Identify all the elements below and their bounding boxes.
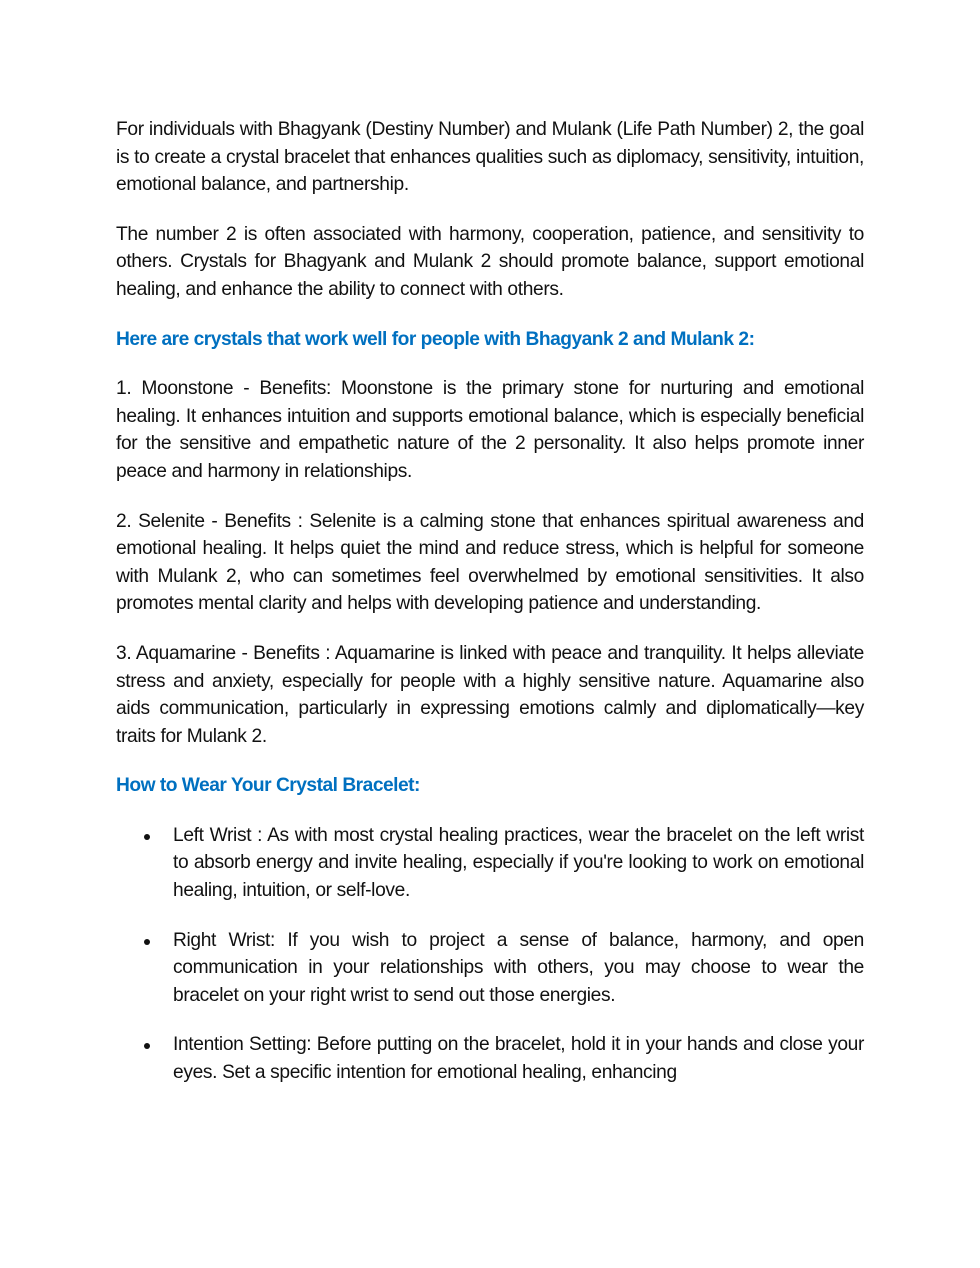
bullet-text: Intention Setting: Before putting on the bracelet, hold it in your hands and close your eyes. Set a specific intention for emotional healing, enhancing (173, 1034, 864, 1084)
bullet-text: Right Wrist: If you wish to project a sense of balance, harmony, and open communication in your relationships with others, you may choose to wear the bracelet on your right wrist to send out those energies. (173, 929, 864, 1006)
intro-paragraph-1: For individuals with Bhagyank (Destiny Number) and Mulank (Life Path Number) 2, the goal is to create a crystal bracelet that enhances qualities such as diplomacy, sensitivity, intuition, emotional balance, and partnership. (116, 119, 864, 196)
bullet-left-wrist (116, 822, 864, 905)
bullet-intention-setting (116, 1031, 864, 1086)
intro-paragraph-2: The number 2 is often associated with harmony, cooperation, patience, and sensitivity to others. Crystals for Bhagyank and Mulank 2 should promote balance, support emotional healing, and enhance the ability to connect with others. (116, 223, 864, 300)
document-page (116, 116, 864, 1109)
wear-bullet-list (116, 822, 864, 1087)
crystal-moonstone: 1. Moonstone - Benefits: Moonstone is the primary stone for nurturing and emotional healing. It enhances intuition and supports emotional balance, which is especially beneficial for the sensitive and empathetic nature of the 2 personality. It also helps promote inner peace and harmony in relationships. (116, 378, 864, 482)
bullet-dot-icon (144, 1043, 150, 1049)
wear-heading: How to Wear Your Crystal Bracelet: (116, 775, 420, 797)
crystal-aquamarine: 3. Aquamarine - Benefits : Aquamarine is linked with peace and tranquility. It helps alleviate stress and anxiety, especially for people with a highly sensitive nature. Aquamarine also aids communication, particularly in expressing emotions calmly and diplomatically—key traits for Mulank 2. (116, 642, 864, 747)
bullet-dot-icon (144, 834, 150, 840)
bullet-right-wrist (116, 927, 864, 1010)
bullet-dot-icon (144, 939, 150, 945)
crystals-heading: Here are crystals that work well for people with Bhagyank 2 and Mulank 2: (116, 328, 755, 350)
bullet-text: Left Wrist : As with most crystal healing practices, wear the bracelet on the left wrist to absorb energy and invite healing, especially if you're looking to work on emotional healing, intuition, or self-love. (173, 824, 864, 902)
crystal-selenite: 2. Selenite - Benefits : Selenite is a calming stone that enhances spiritual awareness and emotional healing. It helps quiet the mind and reduce stress, which is helpful for someone with Mulank 2, who can sometimes feel overwhelmed by emotional sensitivities. It also promotes mental clarity and helps with developing patience and understanding. (116, 510, 864, 615)
